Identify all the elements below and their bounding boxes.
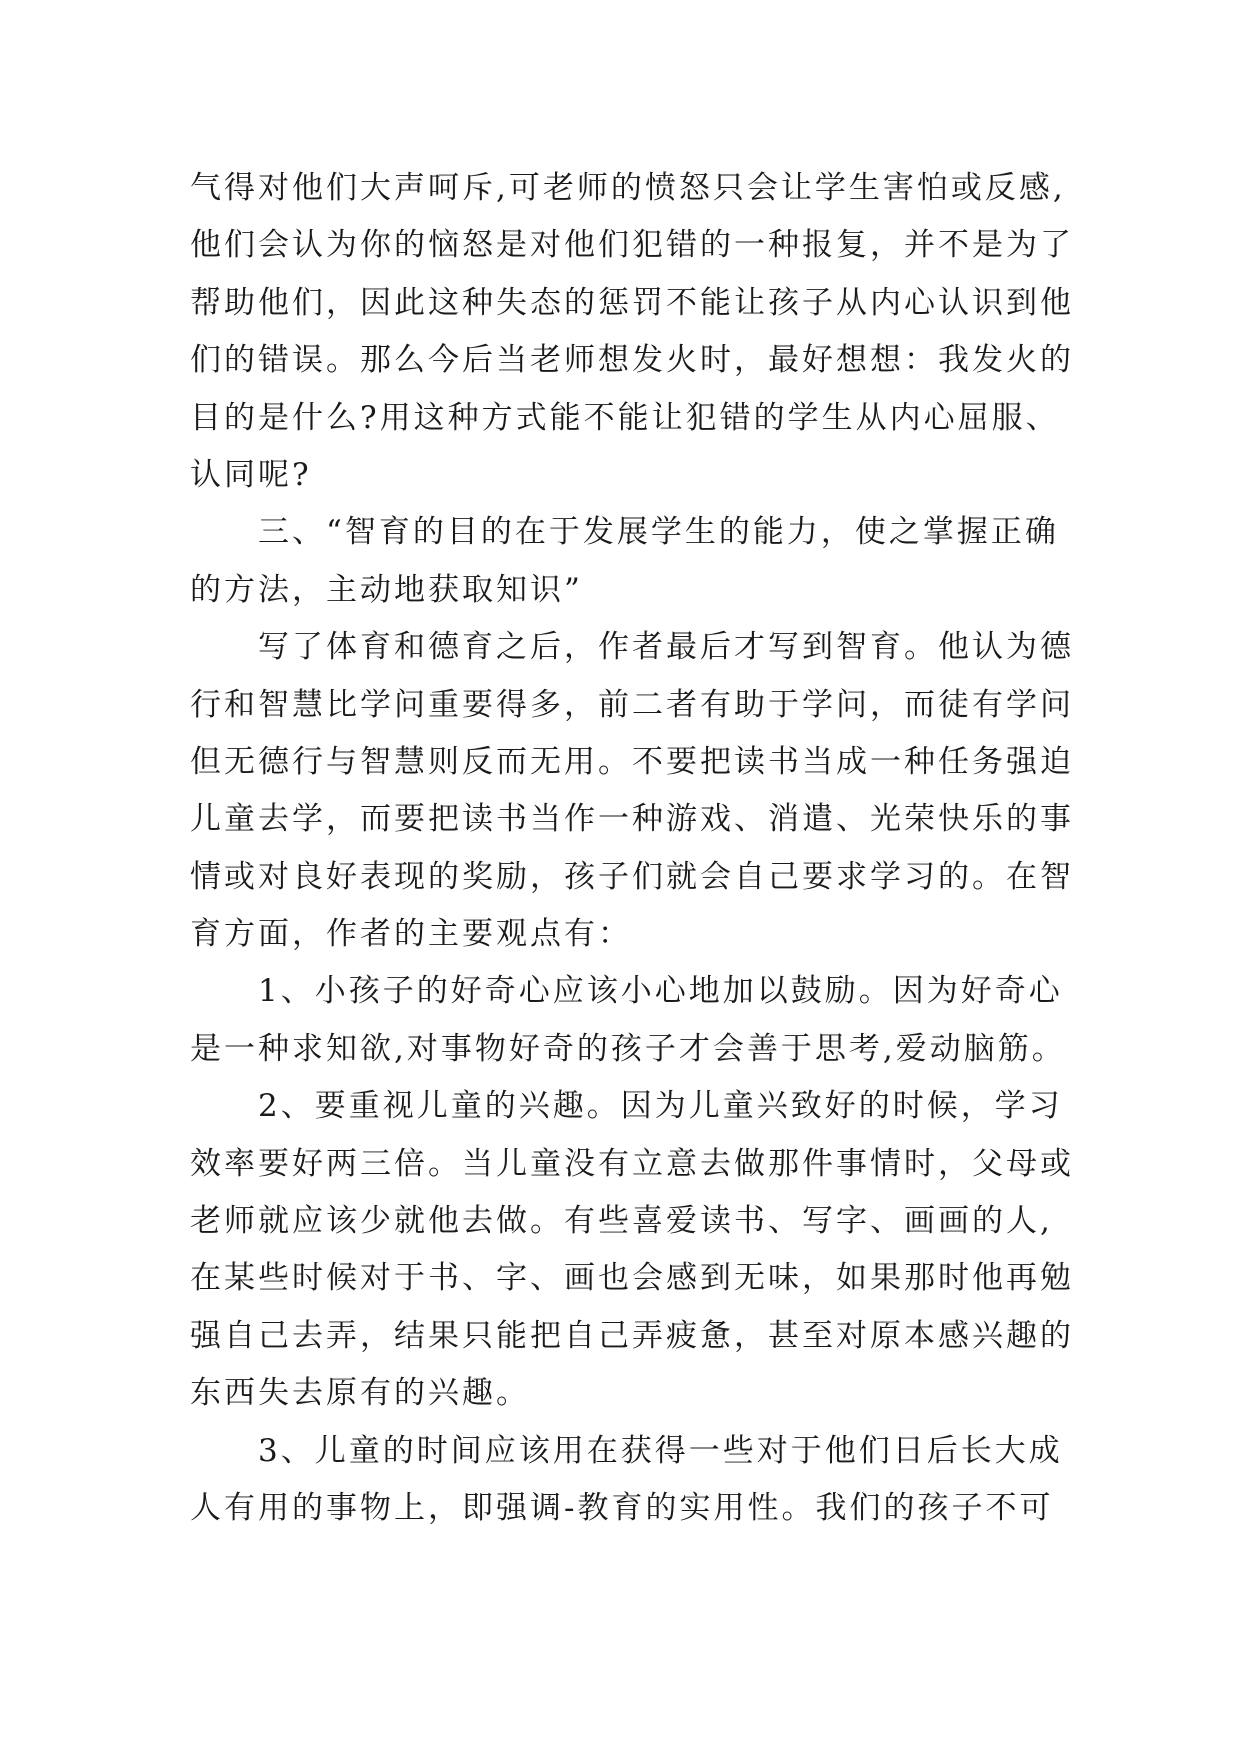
text-line: 帮助他们，因此这种失态的惩罚不能让孩子从内心认识到他 bbox=[190, 284, 1074, 321]
text-line: 气得对他们大声呵斥,可老师的愤怒只会让学生害怕或反感, bbox=[190, 170, 1066, 206]
text-line: 认同呢? bbox=[190, 456, 312, 493]
text-line: 他们会认为你的恼怒是对他们犯错的一种报复，并不是为了 bbox=[190, 227, 1074, 264]
list-item-2: 2、要重视儿童的兴趣。因为儿童兴致好的时候，学习 bbox=[258, 1088, 1063, 1125]
text-line: 育方面，作者的主要观点有： bbox=[190, 916, 632, 953]
list-item-3: 3、儿童的时间应该用在获得一些对于他们日后长大成 bbox=[258, 1432, 1063, 1469]
text-line: 目的是什么?用这种方式能不能让犯错的学生从内心屈服、 bbox=[190, 399, 1060, 436]
text-line: 情或对良好表现的奖励，孩子们就会自己要求学习的。在智 bbox=[190, 858, 1074, 895]
text-line: 儿童去学，而要把读书当作一种游戏、消遣、光荣快乐的事 bbox=[190, 801, 1074, 838]
body-text bbox=[190, 160, 1080, 1537]
section-heading-continued: 的方法，主动地获取知识” bbox=[190, 571, 583, 608]
text-line: 效率要好两三倍。当儿童没有立意去做那件事情时，父母或 bbox=[190, 1145, 1074, 1182]
text-line: 人有用的事物上，即强调-教育的实用性。我们的孩子不可 bbox=[190, 1489, 1054, 1526]
text-line: 们的错误。那么今后当老师想发火时，最好想想：我发火的 bbox=[190, 342, 1074, 379]
text-line: 是一种求知欲,对事物好奇的孩子才会善于思考,爱动脑筋。 bbox=[190, 1030, 1066, 1067]
text-line: 老师就应该少就他去做。有些喜爱读书、写字、画画的人, bbox=[190, 1203, 1053, 1240]
text-line: 但无德行与智慧则反而无用。不要把读书当成一种任务强迫 bbox=[190, 743, 1074, 780]
paragraph-start: 写了体育和德育之后，作者最后才写到智育。他认为德 bbox=[258, 629, 1074, 666]
list-item-1: 1、小孩子的好奇心应该小心地加以鼓励。因为好奇心 bbox=[258, 973, 1063, 1010]
text-line: 在某些时候对于书、字、画也会感到无味，如果那时他再勉 bbox=[190, 1260, 1074, 1297]
text-line: 行和智慧比学问重要得多，前二者有助于学问，而徒有学问 bbox=[190, 686, 1074, 723]
section-heading: 三、“智育的目的在于发展学生的能力，使之掌握正确 bbox=[258, 514, 1059, 551]
text-line: 强自己去弄，结果只能把自己弄疲惫，甚至对原本感兴趣的 bbox=[190, 1317, 1074, 1354]
text-line: 东西失去原有的兴趣。 bbox=[190, 1375, 530, 1412]
